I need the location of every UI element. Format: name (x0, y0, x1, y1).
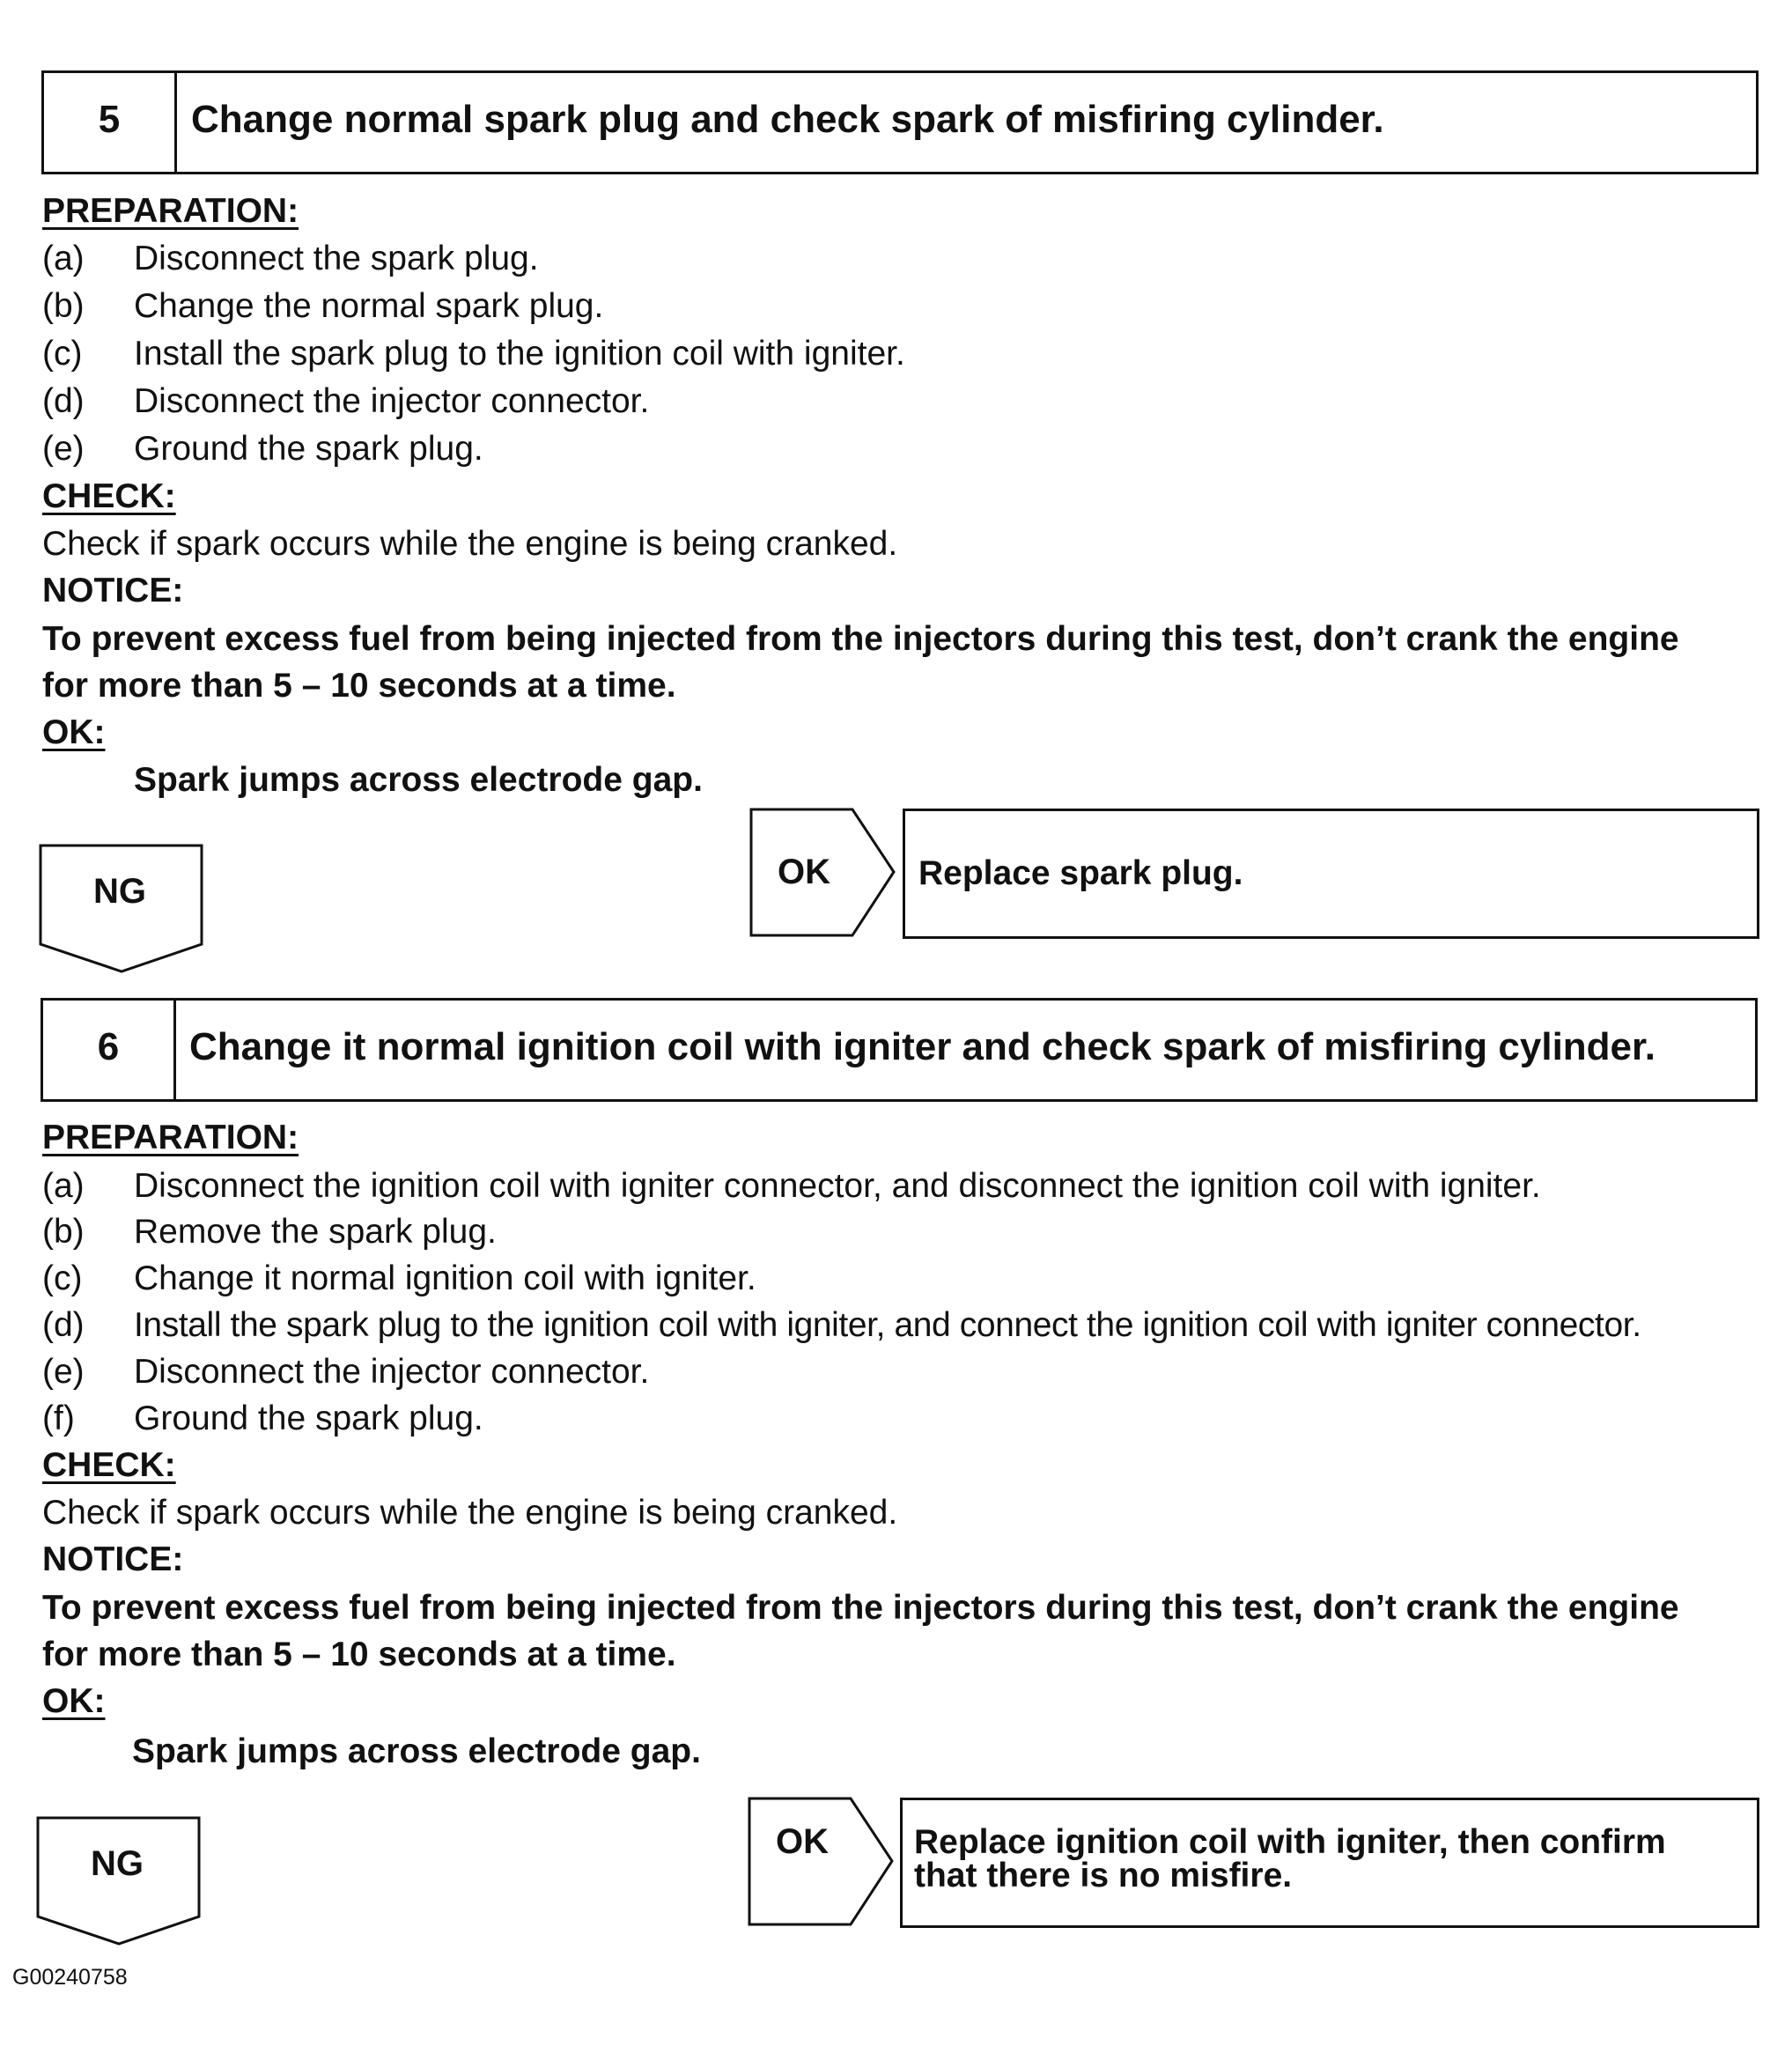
step-5-prep-text-a: Disconnect the spark plug. (134, 240, 539, 277)
step-6-check-heading: CHECK: (42, 1446, 176, 1484)
step-6-prep-text-c: Change it normal ignition coil with igniter. (134, 1259, 756, 1297)
step-6-prep-letter-a: (a) (42, 1167, 85, 1205)
step-6-check-text: Check if spark occurs while the engine is being cranked. (42, 1494, 898, 1532)
figure-code: G00240758 (12, 1965, 128, 1990)
step-5-prep-letter-a: (a) (42, 240, 85, 277)
step-6-prep-letter-e: (e) (42, 1353, 85, 1391)
step-6-prep-text-b: Remove the spark plug. (134, 1213, 497, 1251)
step-6-notice-line-1: To prevent excess fuel from being injected from the injectors during this test, don’t crank the engine (42, 1589, 1679, 1627)
step-5-prep-letter-b: (b) (42, 287, 85, 325)
step-5-prep-text-d: Disconnect the injector connector. (134, 382, 650, 420)
step-5-ok-label: OK (778, 853, 830, 891)
step-6-prep-letter-b: (b) (42, 1213, 85, 1251)
step-6-notice-heading: NOTICE: (42, 1540, 184, 1578)
step-6-prep-text-f: Ground the spark plug. (134, 1400, 483, 1437)
step-5-notice-line-2: for more than 5 – 10 seconds at a time. (42, 667, 676, 705)
step-5-divider (174, 70, 177, 174)
step-6-ok-result-line-1: Replace ignition coil with igniter, then confirm (914, 1823, 1666, 1861)
step-5-prep-letter-e: (e) (42, 430, 85, 468)
step-5-check-heading: CHECK: (42, 477, 176, 515)
step-5-preparation-heading: PREPARATION: (42, 192, 299, 230)
step-5-ok-text: Spark jumps across electrode gap. (134, 761, 703, 799)
step-6-number: 6 (97, 1025, 120, 1068)
step-6-ok-label: OK (776, 1822, 829, 1861)
step-6-preparation-heading: PREPARATION: (42, 1119, 299, 1156)
step-6-prep-letter-c: (c) (42, 1259, 83, 1297)
step-5-notice-heading: NOTICE: (42, 572, 184, 609)
step-6-prep-text-e: Disconnect the injector connector. (134, 1353, 650, 1391)
step-5-notice-line-1: To prevent excess fuel from being injected from the injectors during this test, don’t crank the engine (42, 620, 1679, 658)
step-6-notice-line-2: for more than 5 – 10 seconds at a time. (42, 1636, 676, 1673)
step-6-ok-heading: OK: (42, 1682, 106, 1720)
step-5-prep-text-e: Ground the spark plug. (134, 430, 483, 468)
step-5-ok-result-text: Replace spark plug. (918, 854, 1243, 892)
step-5-ok-heading: OK: (42, 713, 106, 751)
step-6-title: Change it normal ignition coil with igniter and check spark of misfiring cylinder. (189, 1025, 1656, 1068)
step-6-prep-letter-d: (d) (42, 1306, 85, 1344)
step-6-prep-text-a: Disconnect the ignition coil with igniter connector, and disconnect the ignition coil with igniter. (134, 1167, 1541, 1205)
step-5-prep-text-b: Change the normal spark plug. (134, 287, 604, 325)
step-5-prep-letter-d: (d) (42, 382, 85, 420)
step-5-prep-text-c: Install the spark plug to the ignition coil with igniter. (134, 335, 905, 373)
step-6-prep-letter-f: (f) (42, 1400, 75, 1437)
step-6-prep-text-d: Install the spark plug to the ignition coil with igniter, and connect the ignition coil with igniter connector. (134, 1306, 1641, 1344)
step-6-ng-label: NG (91, 1844, 144, 1883)
step-5-prep-letter-c: (c) (42, 335, 83, 373)
step-5-ng-label: NG (93, 872, 146, 911)
step-5-check-text: Check if spark occurs while the engine is being cranked. (42, 525, 898, 563)
step-6-ok-result-line-2: that there is no misfire. (914, 1857, 1293, 1894)
step-6-ok-text: Spark jumps across electrode gap. (132, 1732, 701, 1770)
step-5-number: 5 (98, 98, 121, 141)
step-5-title: Change normal spark plug and check spark of misfiring cylinder. (191, 98, 1384, 141)
step-6-divider (173, 998, 176, 1102)
step-6-ok-arrow (747, 1796, 896, 1928)
